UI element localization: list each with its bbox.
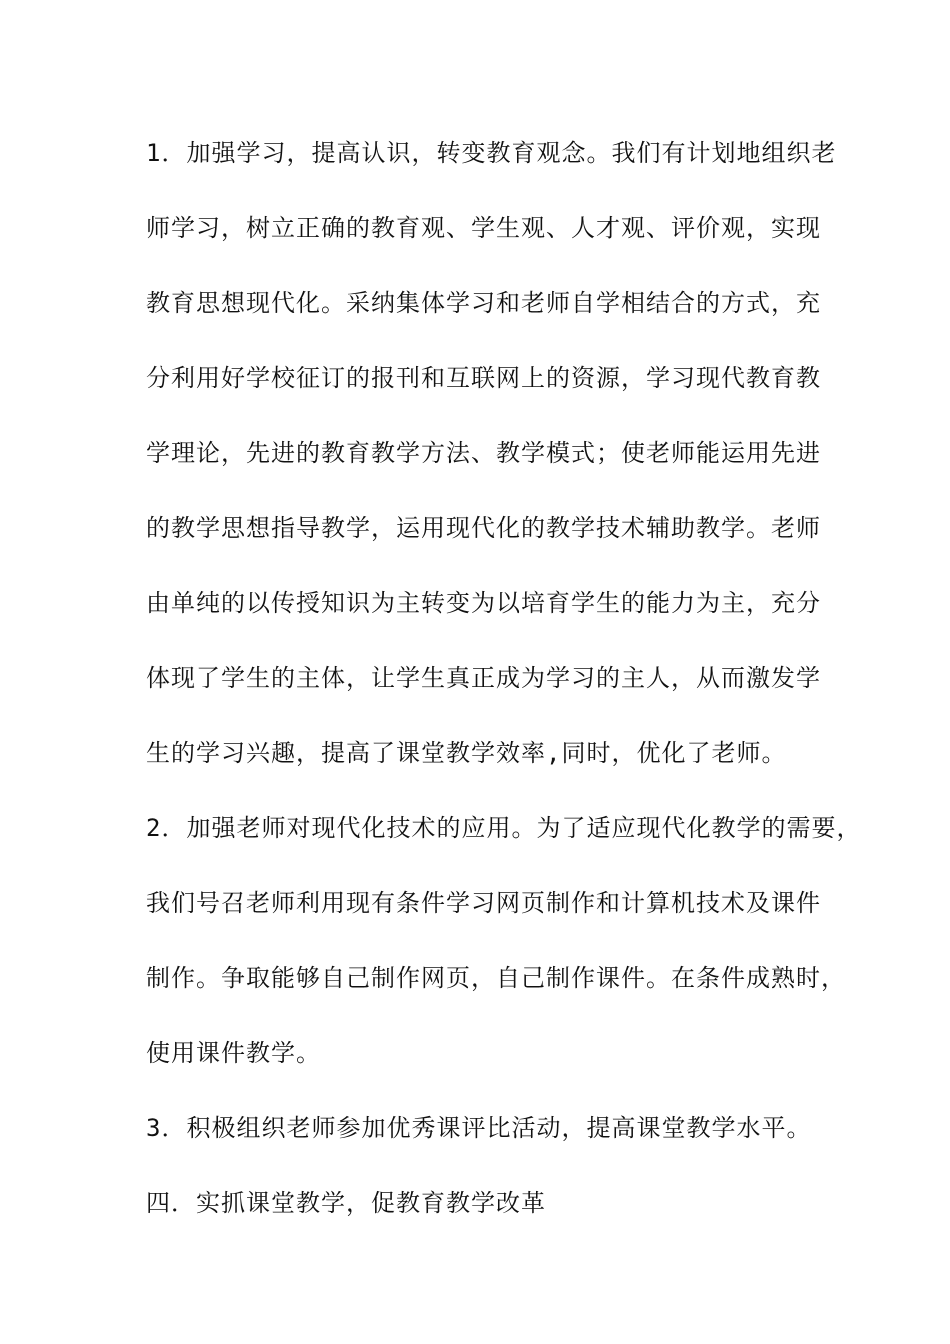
text-line: 我们号召老师利用现有条件学习网页制作和计算机技术及课件 <box>146 889 821 917</box>
section-heading: 四．实抓课堂教学，促教育教学改革 <box>146 1189 546 1217</box>
text-line: 使用课件教学。 <box>146 1039 321 1067</box>
text-line: 由单纯的以传授知识为主转变为以培育学生的能力为主，充分 <box>146 589 821 617</box>
text-line: 生的学习兴趣，提高了课堂教学效率,同时，优化了老师。 <box>146 739 787 767</box>
text-line: 3．积极组织老师参加优秀课评比活动，提高课堂教学水平。 <box>146 1114 812 1142</box>
text-line: 分利用好学校征订的报刊和互联网上的资源，学习现代教育教 <box>146 364 821 392</box>
text-line: 教育思想现代化。采纳集体学习和老师自学相结合的方式，充 <box>146 289 821 317</box>
text-line: 1．加强学习，提高认识，转变教育观念。我们有计划地组织老 <box>146 139 837 167</box>
text-line: 2．加强老师对现代化技术的应用。为了适应现代化教学的需要， <box>146 814 862 842</box>
text-line: 制作。争取能够自己制作网页，自己制作课件。在条件成熟时， <box>146 964 846 992</box>
body-text <box>146 128 862 1253</box>
text-line: 师学习，树立正确的教育观、学生观、人才观、评价观，实现 <box>146 214 821 242</box>
text-line: 体现了学生的主体，让学生真正成为学习的主人，从而激发学 <box>146 664 821 692</box>
text-line: 学理论，先进的教育教学方法、教学模式；使老师能运用先进 <box>146 439 821 467</box>
text-line: 的教学思想指导教学，运用现代化的教学技术辅助教学。老师 <box>146 514 821 542</box>
